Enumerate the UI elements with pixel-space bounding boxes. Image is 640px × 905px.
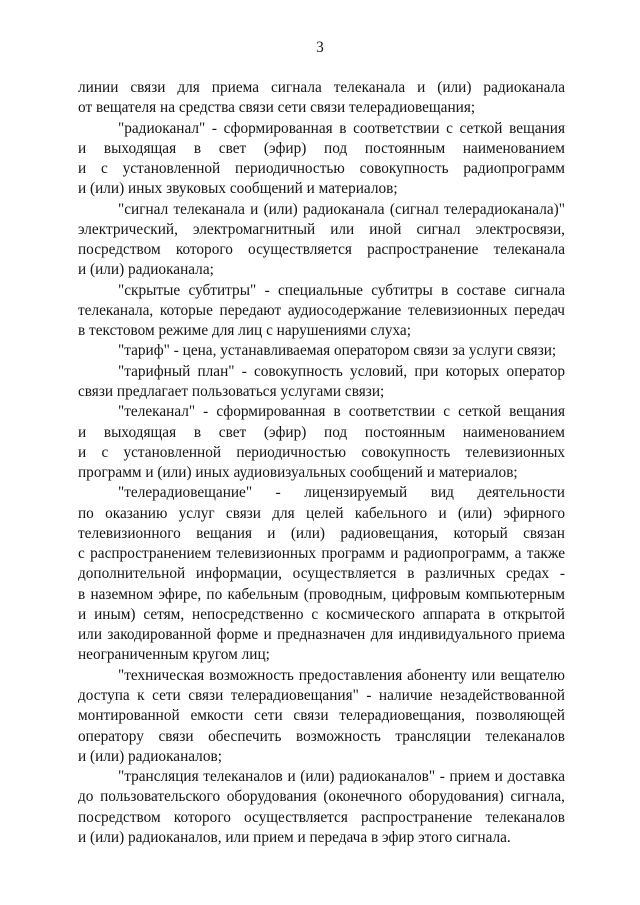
text-line: и выходящая в свет (эфир) под постоянным наименованием	[78, 423, 565, 441]
text-line: и иным) сетям, непосредственно с космического аппарата в открытой	[78, 605, 565, 623]
text-line: и с установленной периодичностью совокупность телевизионных	[78, 443, 565, 461]
definition-tarifnyi-plan	[78, 362, 565, 403]
text-line: дополнительной информации, осуществляется в различных средах -	[78, 565, 565, 583]
text-line: посредством которого осуществляется распространение телеканалов	[78, 808, 565, 826]
document-body	[78, 78, 565, 848]
text-line: и выходящая в свет (эфир) под постоянным наименованием	[78, 139, 565, 157]
text-line: "телерадиовещание" - лицензируемый вид деятельности	[118, 484, 565, 502]
text-line: телевизионного вещания и (или) радиовещания, который связан	[78, 524, 565, 542]
text-line: "сигнал телеканала и (или) радиоканала (сигнал телерадиоканала)"	[118, 200, 565, 218]
text-line: связи предлагает пользоваться услугами связи;	[78, 382, 385, 400]
definition-radiokanal	[78, 119, 565, 200]
text-line: и (или) радиоканала;	[78, 261, 214, 279]
definition-tarif	[78, 341, 565, 361]
definition-translyatsiya	[78, 767, 565, 848]
text-line: по оказанию услуг связи для целей кабельного и (или) эфирного	[78, 504, 565, 522]
text-line: неограниченным кругом лиц;	[78, 646, 270, 664]
text-line: с распространением телевизионных программ и радиопрограмм, а также	[78, 545, 565, 563]
text-line: от вещателя на средства связи сети связи телерадиовещания;	[78, 99, 476, 117]
text-line: посредством которого осуществляется распространение телеканала	[78, 241, 565, 259]
definition-tekhnicheskaya-vozmozhnost	[78, 666, 565, 767]
text-line: или закодированной форме и предназначен для индивидуального приема	[78, 626, 565, 644]
text-line: доступа к сети связи телерадиовещания" - наличие незадействованной	[78, 686, 565, 704]
definition-skrytye-subtitry	[78, 281, 565, 342]
text-line: в текстовом режиме для лиц с нарушениями слуха;	[78, 322, 411, 340]
text-line: "скрытые субтитры" - специальные субтитры в составе сигнала	[118, 281, 565, 299]
text-line: и (или) радиоканалов;	[78, 747, 222, 765]
text-line: "радиоканал" - сформированная в соответствии с сеткой вещания	[118, 119, 565, 137]
definition-signal-telekanala	[78, 200, 565, 281]
text-line: линии связи для приема сигнала телеканала и (или) радиоканала	[78, 79, 565, 96]
definition-telekanal	[78, 402, 565, 483]
text-line: программ и (или) иных аудиовизуальных сообщений и материалов;	[78, 464, 518, 482]
text-line: в наземном эфире, по кабельным (проводным, цифровым компьютерным	[78, 585, 565, 603]
text-line: электрический, электромагнитный или иной сигнал электросвязи,	[78, 220, 565, 238]
text-line: "телеканал" - сформированная в соответствии с сеткой вещания	[118, 403, 565, 421]
text-line: "тарифный план" - совокупность условий, при которых оператор	[118, 362, 565, 380]
paragraph-continuation	[78, 78, 565, 119]
text-line: и (или) радиоканалов, или прием и передача в эфир этого сигнала.	[78, 828, 511, 846]
text-line: оператору связи обеспечить возможность трансляции телеканалов	[78, 727, 565, 745]
text-line: "трансляция телеканалов и (или) радиоканалов" - прием и доставка	[118, 768, 565, 786]
text-line: телеканала, которые передают аудиосодержание телевизионных передач	[78, 301, 565, 319]
text-line: до пользовательского оборудования (оконечного оборудования) сигнала,	[78, 788, 565, 806]
text-line: монтированной емкости сети связи телерадиовещания, позволяющей	[78, 707, 565, 725]
text-line: и с установленной периодичностью совокупность радиопрограмм	[78, 160, 565, 178]
text-line: и (или) иных звуковых сообщений и материалов;	[78, 180, 398, 198]
text-line: "техническая возможность предоставления абоненту или вещателю	[118, 666, 565, 684]
definition-teleradioveshchanie	[78, 483, 565, 665]
page-number: 3	[316, 39, 324, 56]
text-line: "тариф" - цена, устанавливаемая оператором связи за услуги связи;	[118, 342, 557, 360]
